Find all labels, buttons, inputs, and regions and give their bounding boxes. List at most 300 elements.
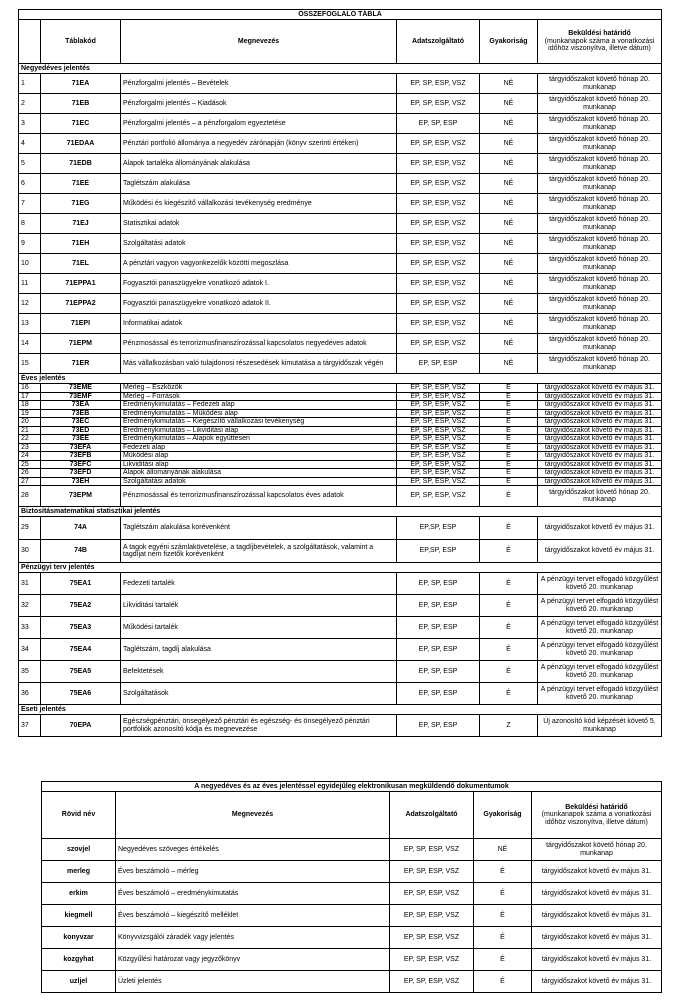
row-provider: EP, SP, ESP, VSZ bbox=[397, 254, 480, 274]
table-row bbox=[19, 409, 662, 418]
doc-code: kiegmell bbox=[42, 905, 116, 927]
docs-header-deadline-title: Beküldési határidő bbox=[565, 803, 628, 811]
row-number: 16 bbox=[19, 384, 41, 393]
row-provider: EP, SP, ESP, VSZ bbox=[397, 314, 480, 334]
row-name: Likviditási alap bbox=[121, 460, 397, 469]
row-code: 71EPM bbox=[41, 334, 121, 354]
row-name: Likviditási tartalék bbox=[121, 595, 397, 617]
doc-provider: EP, SP, ESP, VSZ bbox=[390, 861, 474, 883]
table-row bbox=[19, 114, 662, 134]
row-provider: EP, SP, ESP, VSZ bbox=[397, 294, 480, 314]
row-deadline: tárgyidőszakot követő hónap 20. munkanap bbox=[538, 174, 662, 194]
table-row bbox=[19, 573, 662, 595]
row-frequency: NÉ bbox=[480, 354, 538, 374]
doc-code: erkim bbox=[42, 883, 116, 905]
row-number: 12 bbox=[19, 294, 41, 314]
row-frequency: Z bbox=[480, 715, 538, 737]
row-code: 75EA4 bbox=[41, 639, 121, 661]
row-frequency: NÉ bbox=[480, 274, 538, 294]
row-name: Eredménykimutatás – Működési alap bbox=[121, 409, 397, 418]
row-name: Fogyasztói panaszügyekre vonatkozó adatok I. bbox=[121, 274, 397, 294]
row-number: 30 bbox=[19, 540, 41, 563]
row-name: Egészségpénztári, önsegélyező pénztári és egészség- és önsegélyező pénztári portfoliók azonosító kódja és megnevezése bbox=[121, 715, 397, 737]
row-provider: EP, SP, ESP bbox=[397, 683, 480, 705]
table-row bbox=[19, 617, 662, 639]
row-code: 73EFC bbox=[41, 460, 121, 469]
row-code: 70EPA bbox=[41, 715, 121, 737]
row-provider: EP, SP, ESP, VSZ bbox=[397, 469, 480, 478]
row-code: 71EPPA2 bbox=[41, 294, 121, 314]
row-code: 75EA1 bbox=[41, 573, 121, 595]
row-frequency: É bbox=[480, 639, 538, 661]
table-row bbox=[19, 274, 662, 294]
row-code: 73EME bbox=[41, 384, 121, 393]
table-row bbox=[19, 443, 662, 452]
row-frequency: É bbox=[480, 595, 538, 617]
row-number: 35 bbox=[19, 661, 41, 683]
row-deadline: tárgyidőszakot követő hónap 20. munkanap bbox=[538, 214, 662, 234]
row-name: Pénztári portfolió állománya a negyedév zárónapján (könyv szerinti értéken) bbox=[121, 134, 397, 154]
row-frequency: É bbox=[480, 469, 538, 478]
row-provider: EP, SP, ESP bbox=[397, 639, 480, 661]
row-provider: EP, SP, ESP, VSZ bbox=[397, 74, 480, 94]
row-code: 73ED bbox=[41, 426, 121, 435]
row-number: 14 bbox=[19, 334, 41, 354]
table-row bbox=[19, 683, 662, 705]
doc-deadline: tárgyidőszakot követő év május 31. bbox=[532, 971, 662, 993]
row-number: 21 bbox=[19, 426, 41, 435]
row-code: 71EDB bbox=[41, 154, 121, 174]
row-provider: EP, SP, ESP, VSZ bbox=[397, 94, 480, 114]
row-name: Informatikai adatok bbox=[121, 314, 397, 334]
row-frequency: NÉ bbox=[480, 74, 538, 94]
docs-header-code: Rövid név bbox=[42, 792, 116, 839]
row-number: 28 bbox=[19, 486, 41, 507]
row-frequency: NÉ bbox=[480, 294, 538, 314]
row-name: Fogyasztói panaszügyekre vonatkozó adatok II. bbox=[121, 294, 397, 314]
row-name: Alapok tartaléka állományának alakulása bbox=[121, 154, 397, 174]
row-number: 9 bbox=[19, 234, 41, 254]
row-deadline: tárgyidőszakot követő év május 31. bbox=[538, 469, 662, 478]
row-number: 24 bbox=[19, 452, 41, 461]
row-code: 74A bbox=[41, 517, 121, 540]
row-provider: EP, SP, ESP bbox=[397, 617, 480, 639]
row-code: 73EFD bbox=[41, 469, 121, 478]
row-provider: EP, SP, ESP, VSZ bbox=[397, 401, 480, 410]
doc-name: Negyedéves szöveges értékelés bbox=[116, 839, 390, 861]
docs-header-deadline bbox=[532, 792, 662, 839]
row-frequency: NÉ bbox=[480, 134, 538, 154]
row-frequency: NÉ bbox=[480, 114, 538, 134]
row-frequency: É bbox=[480, 661, 538, 683]
doc-name: Éves beszámoló – mérleg bbox=[116, 861, 390, 883]
doc-provider: EP, SP, ESP, VSZ bbox=[390, 883, 474, 905]
table-row bbox=[19, 595, 662, 617]
row-provider: EP, SP, ESP, VSZ bbox=[397, 409, 480, 418]
row-deadline: tárgyidőszakot követő év május 31. bbox=[538, 540, 662, 563]
row-provider: EP, SP, ESP, VSZ bbox=[397, 274, 480, 294]
table-row bbox=[19, 384, 662, 393]
table-row bbox=[19, 661, 662, 683]
header-deadline bbox=[538, 20, 662, 64]
row-deadline: tárgyidőszakot követő hónap 20. munkanap bbox=[538, 486, 662, 507]
row-code: 71EG bbox=[41, 194, 121, 214]
row-frequency: NÉ bbox=[480, 154, 538, 174]
doc-frequency: É bbox=[474, 861, 532, 883]
table-row bbox=[19, 486, 662, 507]
row-name: Taglétszám alakulása korévenként bbox=[121, 517, 397, 540]
row-provider: EP, SP, ESP bbox=[397, 573, 480, 595]
table-row bbox=[19, 392, 662, 401]
row-name: Befektetések bbox=[121, 661, 397, 683]
row-deadline: tárgyidőszakot követő hónap 20. munkanap bbox=[538, 314, 662, 334]
header-deadline-title: Beküldési határidő bbox=[568, 30, 631, 38]
row-number: 3 bbox=[19, 114, 41, 134]
row-deadline: tárgyidőszakot követő hónap 20. munkanap bbox=[538, 254, 662, 274]
row-code: 71EPPA1 bbox=[41, 274, 121, 294]
row-deadline: tárgyidőszakot követő hónap 20. munkanap bbox=[538, 74, 662, 94]
row-name: Mérleg – Források bbox=[121, 392, 397, 401]
doc-row bbox=[42, 883, 662, 905]
table-row bbox=[19, 254, 662, 274]
row-deadline: tárgyidőszakot követő hónap 20. munkanap bbox=[538, 334, 662, 354]
row-number: 29 bbox=[19, 517, 41, 540]
table-row bbox=[19, 294, 662, 314]
row-number: 33 bbox=[19, 617, 41, 639]
doc-name: Éves beszámoló – eredménykimutatás bbox=[116, 883, 390, 905]
row-frequency: NÉ bbox=[480, 174, 538, 194]
table-row bbox=[19, 460, 662, 469]
row-deadline: tárgyidőszakot követő év május 31. bbox=[538, 426, 662, 435]
row-name: Taglétszám, tagdíj alakulása bbox=[121, 639, 397, 661]
row-provider: EP, SP, ESP bbox=[397, 595, 480, 617]
row-provider: EP, SP, ESP bbox=[397, 114, 480, 134]
row-deadline: A pénzügyi tervet elfogadó közgyűlést követő 20. munkanap bbox=[538, 683, 662, 705]
row-frequency: NÉ bbox=[480, 334, 538, 354]
row-number: 31 bbox=[19, 573, 41, 595]
row-number: 36 bbox=[19, 683, 41, 705]
row-provider: EP, SP, ESP, VSZ bbox=[397, 418, 480, 427]
row-number: 27 bbox=[19, 477, 41, 486]
row-name: Működési és kiegészítő vállalkozási tevékenység eredménye bbox=[121, 194, 397, 214]
row-deadline: tárgyidőszakot követő év május 31. bbox=[538, 517, 662, 540]
row-deadline: A pénzügyi tervet elfogadó közgyűlést követő 20. munkanap bbox=[538, 573, 662, 595]
row-frequency: É bbox=[480, 426, 538, 435]
row-number: 4 bbox=[19, 134, 41, 154]
header-frequency: Gyakoriság bbox=[480, 20, 538, 64]
row-deadline: tárgyidőszakot követő év május 31. bbox=[538, 418, 662, 427]
doc-row bbox=[42, 927, 662, 949]
row-provider: EP, SP, ESP, VSZ bbox=[397, 214, 480, 234]
row-provider: EP, SP, ESP, VSZ bbox=[397, 452, 480, 461]
row-frequency: É bbox=[480, 517, 538, 540]
documents-table bbox=[41, 781, 662, 993]
row-name: Eredménykimutatás – Kiegészítő vállalkozási tevékenység bbox=[121, 418, 397, 427]
row-deadline: tárgyidőszakot követő év május 31. bbox=[538, 435, 662, 444]
table-row bbox=[19, 477, 662, 486]
row-frequency: É bbox=[480, 392, 538, 401]
row-code: 71EPI bbox=[41, 314, 121, 334]
row-name: Működési alap bbox=[121, 452, 397, 461]
row-deadline: tárgyidőszakot követő hónap 20. munkanap bbox=[538, 194, 662, 214]
row-number: 18 bbox=[19, 401, 41, 410]
row-number: 7 bbox=[19, 194, 41, 214]
row-provider: EP, SP, ESP, VSZ bbox=[397, 194, 480, 214]
row-name: Szolgáltatási adatok bbox=[121, 234, 397, 254]
row-code: 73EH bbox=[41, 477, 121, 486]
row-provider: EP, SP, ESP, VSZ bbox=[397, 486, 480, 507]
row-frequency: É bbox=[480, 573, 538, 595]
doc-row bbox=[42, 905, 662, 927]
header-name: Megnevezés bbox=[121, 20, 397, 64]
row-code: 73EMF bbox=[41, 392, 121, 401]
table-row bbox=[19, 334, 662, 354]
row-code: 73EE bbox=[41, 435, 121, 444]
row-number: 22 bbox=[19, 435, 41, 444]
table-row bbox=[19, 418, 662, 427]
row-code: 71EH bbox=[41, 234, 121, 254]
row-name: Fedezeti tartalék bbox=[121, 573, 397, 595]
table-row bbox=[19, 314, 662, 334]
row-code: 74B bbox=[41, 540, 121, 563]
row-provider: EP, SP, ESP, VSZ bbox=[397, 134, 480, 154]
doc-code: szovjel bbox=[42, 839, 116, 861]
header-code: Táblakód bbox=[41, 20, 121, 64]
doc-deadline: tárgyidőszakot követő év május 31. bbox=[532, 861, 662, 883]
docs-header-name: Megnevezés bbox=[116, 792, 390, 839]
table-row bbox=[19, 540, 662, 563]
doc-frequency: É bbox=[474, 883, 532, 905]
doc-frequency: NÉ bbox=[474, 839, 532, 861]
row-number: 6 bbox=[19, 174, 41, 194]
row-provider: EP, SP, ESP bbox=[397, 354, 480, 374]
row-frequency: É bbox=[480, 418, 538, 427]
row-name: Eredménykimutatás – Likviditási alap bbox=[121, 426, 397, 435]
row-name: Pénzforgalmi jelentés – Kiadások bbox=[121, 94, 397, 114]
row-frequency: É bbox=[480, 477, 538, 486]
row-frequency: É bbox=[480, 683, 538, 705]
row-provider: EP, SP, ESP, VSZ bbox=[397, 460, 480, 469]
doc-name: Közgyűlési határozat vagy jegyzőkönyv bbox=[116, 949, 390, 971]
row-deadline: tárgyidőszakot követő év május 31. bbox=[538, 392, 662, 401]
table-row bbox=[19, 639, 662, 661]
row-number: 25 bbox=[19, 460, 41, 469]
row-frequency: NÉ bbox=[480, 254, 538, 274]
row-name: Más vállalkozásban való tulajdonosi részesedések kimutatása a tárgyidőszak végén bbox=[121, 354, 397, 374]
table-row bbox=[19, 354, 662, 374]
row-code: 71ER bbox=[41, 354, 121, 374]
row-code: 71EJ bbox=[41, 214, 121, 234]
header-num bbox=[19, 20, 41, 64]
row-frequency: É bbox=[480, 540, 538, 563]
doc-code: kozgyhat bbox=[42, 949, 116, 971]
row-deadline: tárgyidőszakot követő év május 31. bbox=[538, 452, 662, 461]
docs-header-provider: Adatszolgáltató bbox=[390, 792, 474, 839]
row-number: 10 bbox=[19, 254, 41, 274]
row-code: 73EFB bbox=[41, 452, 121, 461]
row-frequency: É bbox=[480, 435, 538, 444]
row-deadline: tárgyidőszakot követő hónap 20. munkanap bbox=[538, 354, 662, 374]
doc-name: Könyvvizsgálói záradék vagy jelentés bbox=[116, 927, 390, 949]
row-code: 73EA bbox=[41, 401, 121, 410]
row-deadline: tárgyidőszakot követő hónap 20. munkanap bbox=[538, 294, 662, 314]
table-row bbox=[19, 715, 662, 737]
row-frequency: É bbox=[480, 409, 538, 418]
row-deadline: tárgyidőszakot követő hónap 20. munkanap bbox=[538, 134, 662, 154]
row-deadline: tárgyidőszakot követő év május 31. bbox=[538, 443, 662, 452]
row-deadline: tárgyidőszakot követő év május 31. bbox=[538, 401, 662, 410]
section-title: Biztosításmatematikai statisztikai jelentés bbox=[19, 507, 662, 517]
row-name: Mérleg – Eszközök bbox=[121, 384, 397, 393]
row-name: Alapok állományának alakulása bbox=[121, 469, 397, 478]
row-name: Pénzmosással és terrorizmusfinanszírozással kapcsolatos éves adatok bbox=[121, 486, 397, 507]
section-title: Éves jelentés bbox=[19, 374, 662, 384]
doc-provider: EP, SP, ESP, VSZ bbox=[390, 905, 474, 927]
docs-header-deadline-sub: (munkanapok száma a vonatkozási időhöz viszonyítva, illetve dátum) bbox=[541, 811, 652, 826]
table-row bbox=[19, 94, 662, 114]
doc-row bbox=[42, 839, 662, 861]
doc-code: konyvzar bbox=[42, 927, 116, 949]
row-name: Eredménykimutatás – Alapok együttesen bbox=[121, 435, 397, 444]
row-frequency: É bbox=[480, 460, 538, 469]
row-frequency: NÉ bbox=[480, 214, 538, 234]
row-deadline: tárgyidőszakot követő év május 31. bbox=[538, 477, 662, 486]
table-row bbox=[19, 517, 662, 540]
row-number: 15 bbox=[19, 354, 41, 374]
doc-frequency: É bbox=[474, 971, 532, 993]
table-row bbox=[19, 74, 662, 94]
row-deadline: A pénzügyi tervet elfogadó közgyűlést követő 20. munkanap bbox=[538, 661, 662, 683]
row-deadline: A pénzügyi tervet elfogadó közgyűlést követő 20. munkanap bbox=[538, 617, 662, 639]
doc-row bbox=[42, 971, 662, 993]
row-code: 71EDAA bbox=[41, 134, 121, 154]
row-number: 32 bbox=[19, 595, 41, 617]
row-deadline: tárgyidőszakot követő hónap 20. munkanap bbox=[538, 114, 662, 134]
row-provider: EP, SP, ESP, VSZ bbox=[397, 334, 480, 354]
doc-provider: EP, SP, ESP, VSZ bbox=[390, 927, 474, 949]
table-row bbox=[19, 452, 662, 461]
summary-table-title: ÖSSZEFOGLALÓ TÁBLA bbox=[19, 10, 662, 20]
row-deadline: Új azonosító kód képzését követő 5. munkanap bbox=[538, 715, 662, 737]
row-frequency: NÉ bbox=[480, 94, 538, 114]
row-number: 17 bbox=[19, 392, 41, 401]
row-provider: EP, SP, ESP, VSZ bbox=[397, 384, 480, 393]
header-provider: Adatszolgáltató bbox=[397, 20, 480, 64]
row-code: 75EA2 bbox=[41, 595, 121, 617]
row-number: 19 bbox=[19, 409, 41, 418]
row-number: 37 bbox=[19, 715, 41, 737]
row-name: Fedezeti alap bbox=[121, 443, 397, 452]
doc-deadline: tárgyidőszakot követő hónap 20. munkanap bbox=[532, 839, 662, 861]
row-provider: EP, SP, ESP, VSZ bbox=[397, 443, 480, 452]
table-row bbox=[19, 194, 662, 214]
row-number: 8 bbox=[19, 214, 41, 234]
row-provider: EP, SP, ESP, VSZ bbox=[397, 154, 480, 174]
table-row bbox=[19, 401, 662, 410]
row-frequency: NÉ bbox=[480, 194, 538, 214]
doc-frequency: É bbox=[474, 949, 532, 971]
doc-name: Üzleti jelentés bbox=[116, 971, 390, 993]
row-provider: EP,SP, ESP bbox=[397, 540, 480, 563]
doc-deadline: tárgyidőszakot követő év május 31. bbox=[532, 905, 662, 927]
header-deadline-sub: (munkanapok száma a vonatkozási időhöz viszonyítva, illetve dátum) bbox=[544, 37, 655, 53]
row-code: 71EE bbox=[41, 174, 121, 194]
row-code: 71EC bbox=[41, 114, 121, 134]
row-name: Működési tartalék bbox=[121, 617, 397, 639]
row-name: A pénztári vagyon vagyonkezelők közötti megoszlása bbox=[121, 254, 397, 274]
doc-code: merleg bbox=[42, 861, 116, 883]
doc-provider: EP, SP, ESP, VSZ bbox=[390, 971, 474, 993]
table-row bbox=[19, 469, 662, 478]
row-code: 75EA5 bbox=[41, 661, 121, 683]
row-frequency: NÉ bbox=[480, 234, 538, 254]
row-deadline: tárgyidőszakot követő év május 31. bbox=[538, 460, 662, 469]
row-frequency: É bbox=[480, 384, 538, 393]
section-title: Eseti jelentés bbox=[19, 705, 662, 715]
row-deadline: tárgyidőszakot követő hónap 20. munkanap bbox=[538, 274, 662, 294]
row-number: 13 bbox=[19, 314, 41, 334]
doc-row bbox=[42, 949, 662, 971]
row-number: 5 bbox=[19, 154, 41, 174]
row-provider: EP, SP, ESP, VSZ bbox=[397, 435, 480, 444]
row-provider: EP, SP, ESP, VSZ bbox=[397, 477, 480, 486]
section-title: Negyedéves jelentés bbox=[19, 64, 662, 74]
row-deadline: A pénzügyi tervet elfogadó közgyűlést követő 20. munkanap bbox=[538, 595, 662, 617]
row-provider: EP,SP, ESP bbox=[397, 517, 480, 540]
row-number: 11 bbox=[19, 274, 41, 294]
row-name: Pénzforgalmi jelentés – a pénzforgalom egyeztetése bbox=[121, 114, 397, 134]
row-code: 71EB bbox=[41, 94, 121, 114]
row-frequency: É bbox=[480, 617, 538, 639]
table-row bbox=[19, 435, 662, 444]
doc-provider: EP, SP, ESP, VSZ bbox=[390, 949, 474, 971]
row-code: 75EA6 bbox=[41, 683, 121, 705]
row-frequency: É bbox=[480, 452, 538, 461]
row-name: Pénzmosással és terrorizmusfinanszírozással kapcsolatos negyedéves adatok bbox=[121, 334, 397, 354]
row-provider: EP, SP, ESP bbox=[397, 661, 480, 683]
row-frequency: NÉ bbox=[480, 314, 538, 334]
row-name: Taglétszám alakulása bbox=[121, 174, 397, 194]
row-name: A tagok egyéni számlakövetelése, a tagdíjbevételek, a szolgáltatások, valamint a tagdíjat nem fizetők korévenként bbox=[121, 540, 397, 563]
summary-table bbox=[18, 9, 662, 737]
row-code: 73EB bbox=[41, 409, 121, 418]
row-name: Statisztikai adatok bbox=[121, 214, 397, 234]
row-deadline: tárgyidőszakot követő hónap 20. munkanap bbox=[538, 234, 662, 254]
row-number: 20 bbox=[19, 418, 41, 427]
row-deadline: tárgyidőszakot követő év május 31. bbox=[538, 409, 662, 418]
row-frequency: É bbox=[480, 443, 538, 452]
table-row bbox=[19, 154, 662, 174]
row-code: 71EL bbox=[41, 254, 121, 274]
row-number: 26 bbox=[19, 469, 41, 478]
doc-deadline: tárgyidőszakot követő év május 31. bbox=[532, 949, 662, 971]
row-deadline: tárgyidőszakot követő hónap 20. munkanap bbox=[538, 94, 662, 114]
row-code: 71EA bbox=[41, 74, 121, 94]
table-row bbox=[19, 426, 662, 435]
row-name: Szolgáltatások bbox=[121, 683, 397, 705]
doc-deadline: tárgyidőszakot követő év május 31. bbox=[532, 927, 662, 949]
row-deadline: tárgyidőszakot követő év május 31. bbox=[538, 384, 662, 393]
row-number: 2 bbox=[19, 94, 41, 114]
table-row bbox=[19, 134, 662, 154]
row-provider: EP, SP, ESP, VSZ bbox=[397, 426, 480, 435]
doc-name: Éves beszámoló – kiegészítő melléklet bbox=[116, 905, 390, 927]
doc-frequency: É bbox=[474, 905, 532, 927]
documents-table-title: A negyedéves és az éves jelentéssel egyidejűleg elektronikusan megküldendő dokumentumok bbox=[42, 782, 662, 792]
row-name: Szolgáltatási adatok bbox=[121, 477, 397, 486]
table-row bbox=[19, 174, 662, 194]
doc-deadline: tárgyidőszakot követő év május 31. bbox=[532, 883, 662, 905]
